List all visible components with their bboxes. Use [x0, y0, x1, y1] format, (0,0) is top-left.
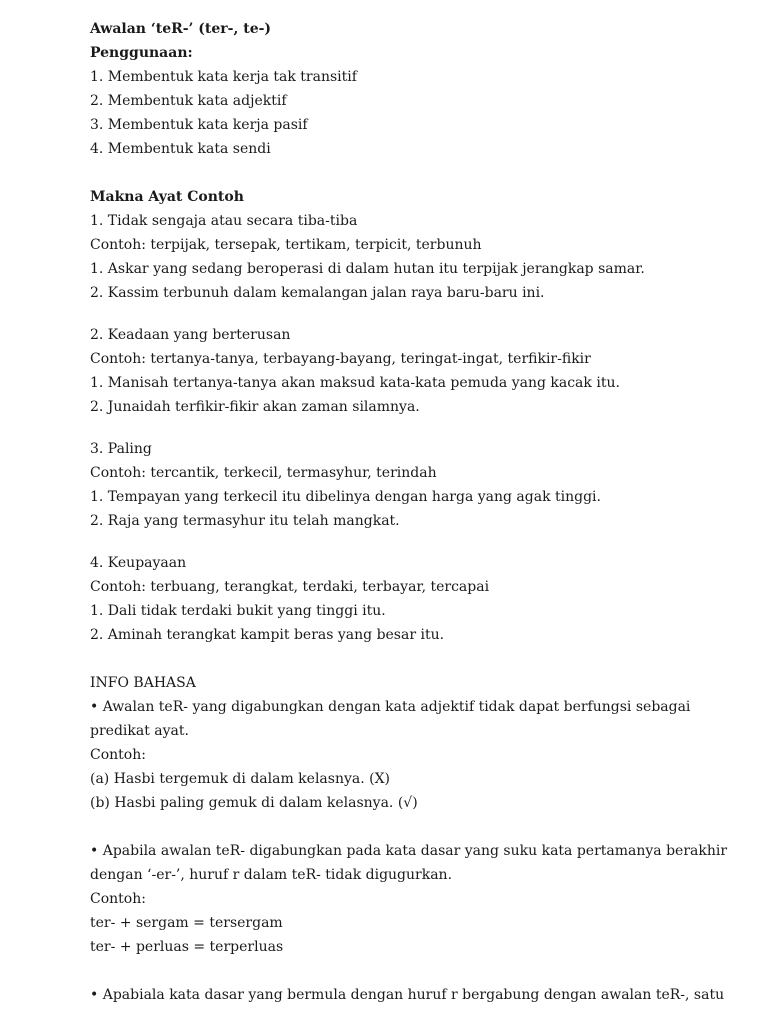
- penggunaan-item: 4. Membentuk kata sendi: [90, 141, 271, 157]
- makna-subsection-1: [90, 209, 690, 305]
- makna-sentence: 2. Kassim terbunuh dalam kemalangan jalan raya baru-baru ini.: [90, 285, 545, 301]
- makna-sentence: 1. Askar yang sedang beroperasi di dalam hutan itu terpijak jerangkap samar.: [90, 261, 645, 277]
- makna-subsection-4: [90, 551, 690, 647]
- makna-subsection-title: 2. Keadaan yang berterusan: [90, 327, 291, 343]
- info-bullet-3: [90, 983, 725, 1007]
- makna-contoh: Contoh: tercantik, terkecil, termasyhur, terindah: [90, 465, 437, 481]
- info-contoh-label: Contoh:: [90, 747, 146, 763]
- penggunaan-item: 1. Membentuk kata kerja tak transitif: [90, 69, 357, 85]
- info-bullet-2: [90, 839, 728, 959]
- info-example: ter- + sergam = tersergam: [90, 915, 283, 931]
- makna-subsection-title: 4. Keupayaan: [90, 555, 187, 571]
- info-example: ter- + perluas = terperluas: [90, 939, 284, 955]
- penggunaan-section: [90, 41, 690, 161]
- info-bahasa-section: [90, 671, 728, 1007]
- penggunaan-item: 3. Membentuk kata kerja pasif: [90, 117, 308, 133]
- makna-sentence: 1. Dali tidak terdaki bukit yang tinggi itu.: [90, 603, 386, 619]
- penggunaan-title: Penggunaan:: [90, 45, 193, 61]
- info-bullet-text: • Apabila awalan teR- digabungkan pada kata dasar yang suku kata pertamanya berakhir: [90, 843, 728, 859]
- info-contoh-label: Contoh:: [90, 891, 146, 907]
- info-bahasa-title: INFO BAHASA: [90, 675, 196, 691]
- makna-subsection-title: 1. Tidak sengaja atau secara tiba-tiba: [90, 213, 358, 229]
- makna-title: Makna Ayat Contoh: [90, 189, 244, 205]
- makna-sentence: 1. Tempayan yang terkecil itu dibelinya dengan harga yang agak tinggi.: [90, 489, 601, 505]
- makna-sentence: 2. Junaidah terfikir-fikir akan zaman silamnya.: [90, 399, 420, 415]
- info-example: (b) Hasbi paling gemuk di dalam kelasnya. (√): [90, 795, 418, 811]
- info-bullet-text: predikat ayat.: [90, 723, 189, 739]
- info-bullet-text: • Awalan teR- yang digabungkan dengan kata adjektif tidak dapat berfungsi sebagai: [90, 699, 691, 715]
- makna-sentence: 1. Manisah tertanya-tanya akan maksud kata-kata pemuda yang kacak itu.: [90, 375, 620, 391]
- info-bullet-text: dengan ‘-er-’, huruf r dalam teR- tidak digugurkan.: [90, 867, 453, 883]
- makna-subsection-3: [90, 437, 690, 533]
- info-bullet-1: [90, 695, 690, 815]
- makna-section: [90, 185, 690, 647]
- info-example: (a) Hasbi tergemuk di dalam kelasnya. (X): [90, 771, 391, 787]
- penggunaan-item: 2. Membentuk kata adjektif: [90, 93, 287, 109]
- info-bullet-text: • Apabiala kata dasar yang bermula dengan huruf r bergabung dengan awalan teR-, satu: [90, 987, 725, 1003]
- makna-sentence: 2. Aminah terangkat kampit beras yang besar itu.: [90, 627, 445, 643]
- document-heading: Awalan ‘teR-’ (ter-, te-): [90, 21, 272, 37]
- makna-contoh: Contoh: terbuang, terangkat, terdaki, terbayar, tercapai: [90, 579, 490, 595]
- makna-subsection-2: [90, 323, 690, 419]
- makna-subsection-title: 3. Paling: [90, 441, 152, 457]
- document-page: [90, 17, 728, 1007]
- makna-contoh: Contoh: terpijak, tersepak, tertikam, terpicit, terbunuh: [90, 237, 482, 253]
- makna-contoh: Contoh: tertanya-tanya, terbayang-bayang, teringat-ingat, terfikir-fikir: [90, 351, 591, 367]
- makna-sentence: 2. Raja yang termasyhur itu telah mangkat.: [90, 513, 400, 529]
